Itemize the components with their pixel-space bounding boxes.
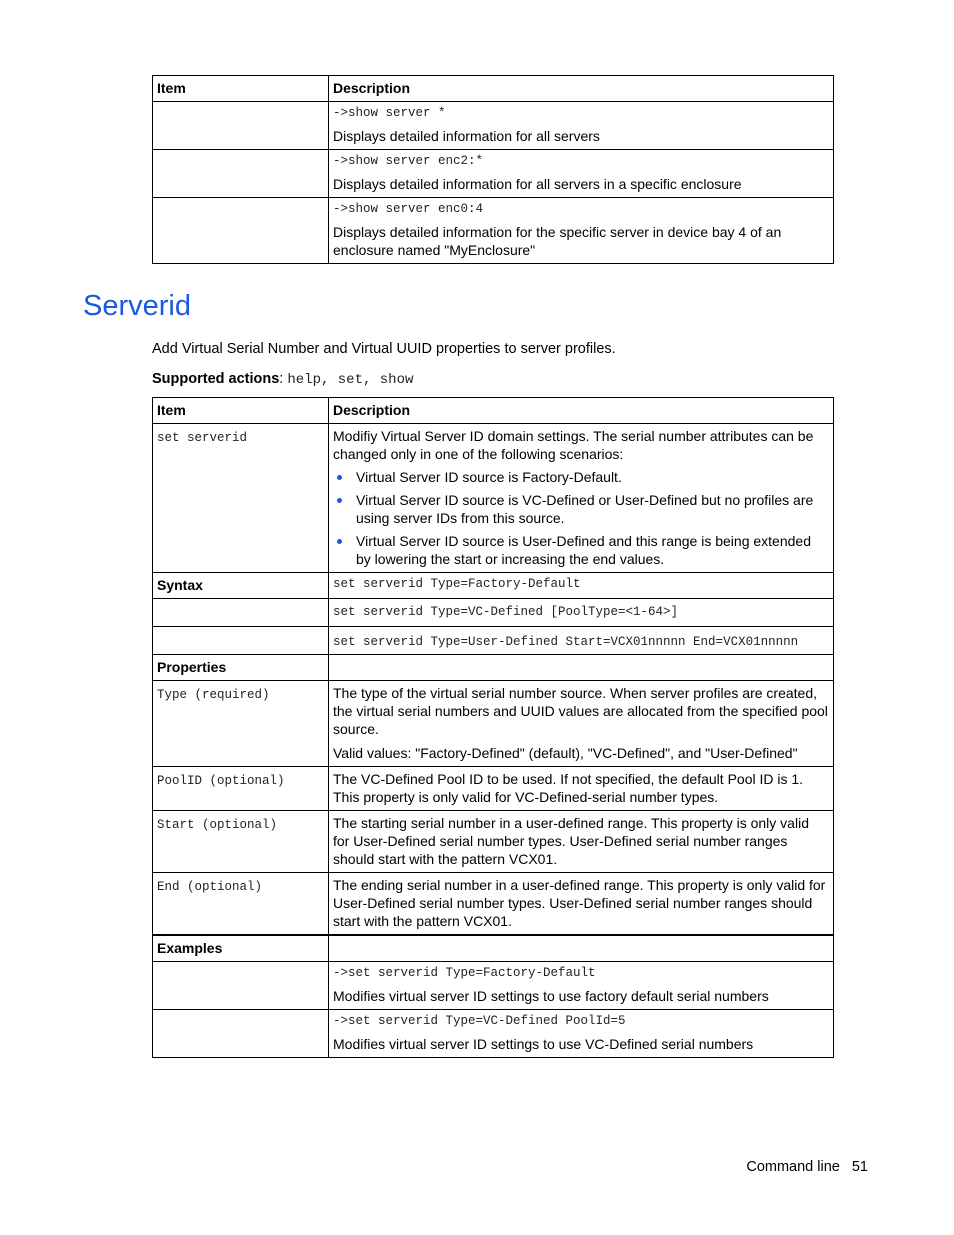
serverid-table — [152, 397, 834, 1058]
table-row — [153, 873, 834, 936]
item-cell — [153, 150, 329, 198]
table-row — [153, 424, 834, 573]
example-description: Modifies virtual server ID settings to use factory default serial numbers — [333, 988, 769, 1004]
table-row — [153, 1010, 834, 1058]
column-header-item: Item — [153, 398, 329, 424]
property-name: PoolID (optional) — [157, 774, 285, 788]
item-cell — [153, 873, 329, 936]
properties-label: Properties — [153, 655, 329, 681]
section-title: Serverid — [83, 290, 191, 322]
description-cell — [329, 962, 834, 1010]
list-item-text: Virtual Server ID source is VC-Defined or User-Defined but no profiles are using server IDs from this source. — [356, 492, 814, 526]
supported-actions — [152, 371, 413, 388]
example-command: ->set serverid Type=Factory-Default — [333, 966, 596, 980]
table-row — [153, 935, 834, 962]
table-header-row — [153, 76, 834, 102]
description-cell — [329, 150, 834, 198]
section-intro: Add Virtual Serial Number and Virtual UUID properties to server profiles. — [152, 341, 616, 357]
table-header-row — [153, 398, 834, 424]
table-row — [153, 599, 834, 627]
table-row — [153, 767, 834, 811]
bullet-icon — [337, 498, 342, 503]
table-row — [153, 962, 834, 1010]
table-row — [153, 681, 834, 767]
description-cell — [329, 811, 834, 873]
property-valid-values: Valid values: "Factory-Defined" (default), "VC-Defined", and "User-Defined" — [333, 745, 798, 761]
column-header-item: Item — [153, 76, 329, 102]
example-description: Displays detailed information for the specific server in device bay 4 of an enclosure named "MyEnclosure" — [333, 224, 782, 258]
table-row — [153, 627, 834, 655]
syntax-cell — [329, 573, 834, 599]
example-command: ->set serverid Type=VC-Defined PoolId=5 — [333, 1014, 626, 1028]
table-row — [153, 102, 834, 150]
item-cell — [153, 102, 329, 150]
description-cell — [329, 767, 834, 811]
description-cell — [329, 655, 834, 681]
table-row — [153, 150, 834, 198]
item-cell — [153, 1010, 329, 1058]
item-cell — [153, 599, 329, 627]
example-description: Displays detailed information for all servers — [333, 128, 600, 144]
syntax-command: set serverid Type=Factory-Default — [333, 577, 581, 591]
property-description: The VC-Defined Pool ID to be used. If not specified, the default Pool ID is 1. This property is only valid for VC-Defined-serial number types. — [333, 771, 804, 805]
syntax-command: set serverid Type=User-Defined Start=VCX01nnnnn End=VCX01nnnnn — [333, 635, 799, 649]
item-cell — [153, 811, 329, 873]
description-cell — [329, 102, 834, 150]
supported-actions-label: Supported actions — [152, 371, 280, 387]
examples-label: Examples — [153, 935, 329, 962]
item-cell — [153, 767, 329, 811]
list-item-text: Virtual Server ID source is Factory-Default. — [356, 469, 622, 485]
syntax-command: set serverid Type=VC-Defined [PoolType=<1-64>] — [333, 605, 679, 619]
list-item-text: Virtual Server ID source is User-Defined and this range is being extended by lowering the start or increasing the end values. — [356, 533, 811, 567]
list-item — [333, 468, 829, 486]
example-command: ->show server enc0:4 — [333, 202, 484, 216]
property-name: End (optional) — [157, 880, 263, 894]
bullet-icon — [337, 539, 342, 544]
property-name: Type (required) — [157, 688, 270, 702]
list-item — [333, 491, 829, 527]
set-serverid-description: Modifiy Virtual Server ID domain settings. The serial number attributes can be changed only in one of the following scenarios: — [333, 428, 814, 462]
syntax-cell — [329, 627, 834, 655]
list-item — [333, 532, 829, 568]
description-cell — [329, 935, 834, 962]
description-cell — [329, 424, 834, 573]
show-server-examples-table — [152, 75, 834, 264]
set-serverid-item: set serverid — [157, 431, 248, 445]
table-row — [153, 811, 834, 873]
column-header-description: Description — [329, 398, 834, 424]
property-description: The type of the virtual serial number source. When server profiles are created, the virtual serial numbers and UUID values are allocated from the specified pool source. — [333, 685, 828, 737]
property-name: Start (optional) — [157, 818, 278, 832]
item-cell — [153, 424, 329, 573]
description-cell — [329, 198, 834, 264]
scenario-list — [333, 468, 829, 568]
syntax-label: Syntax — [153, 573, 329, 599]
description-cell — [329, 1010, 834, 1058]
item-cell — [153, 962, 329, 1010]
column-header-description: Description — [329, 76, 834, 102]
item-cell — [153, 198, 329, 264]
item-cell — [153, 627, 329, 655]
property-description: The ending serial number in a user-defined range. This property is only valid for User-Defined serial number types. User-Defined serial number ranges should start with the pattern VCX01. — [333, 877, 826, 929]
description-cell — [329, 681, 834, 767]
supported-actions-list: help, set, show — [287, 372, 414, 388]
footer-section-name: Command line — [746, 1159, 840, 1175]
example-description: Modifies virtual server ID settings to use VC-Defined serial numbers — [333, 1036, 754, 1052]
bullet-icon — [337, 475, 342, 480]
table-row — [153, 655, 834, 681]
example-command: ->show server * — [333, 106, 446, 120]
description-cell — [329, 873, 834, 936]
page-footer — [746, 1159, 868, 1175]
property-description: The starting serial number in a user-defined range. This property is only valid for User-Defined serial number types. User-Defined serial number ranges should start with the pattern VCX01. — [333, 815, 809, 867]
page-number: 51 — [851, 1159, 868, 1175]
syntax-cell — [329, 599, 834, 627]
example-description: Displays detailed information for all servers in a specific enclosure — [333, 176, 742, 192]
table-row — [153, 198, 834, 264]
table-row — [153, 573, 834, 599]
supported-actions-separator: : — [279, 371, 288, 387]
example-command: ->show server enc2:* — [333, 154, 484, 168]
item-cell — [153, 681, 329, 767]
